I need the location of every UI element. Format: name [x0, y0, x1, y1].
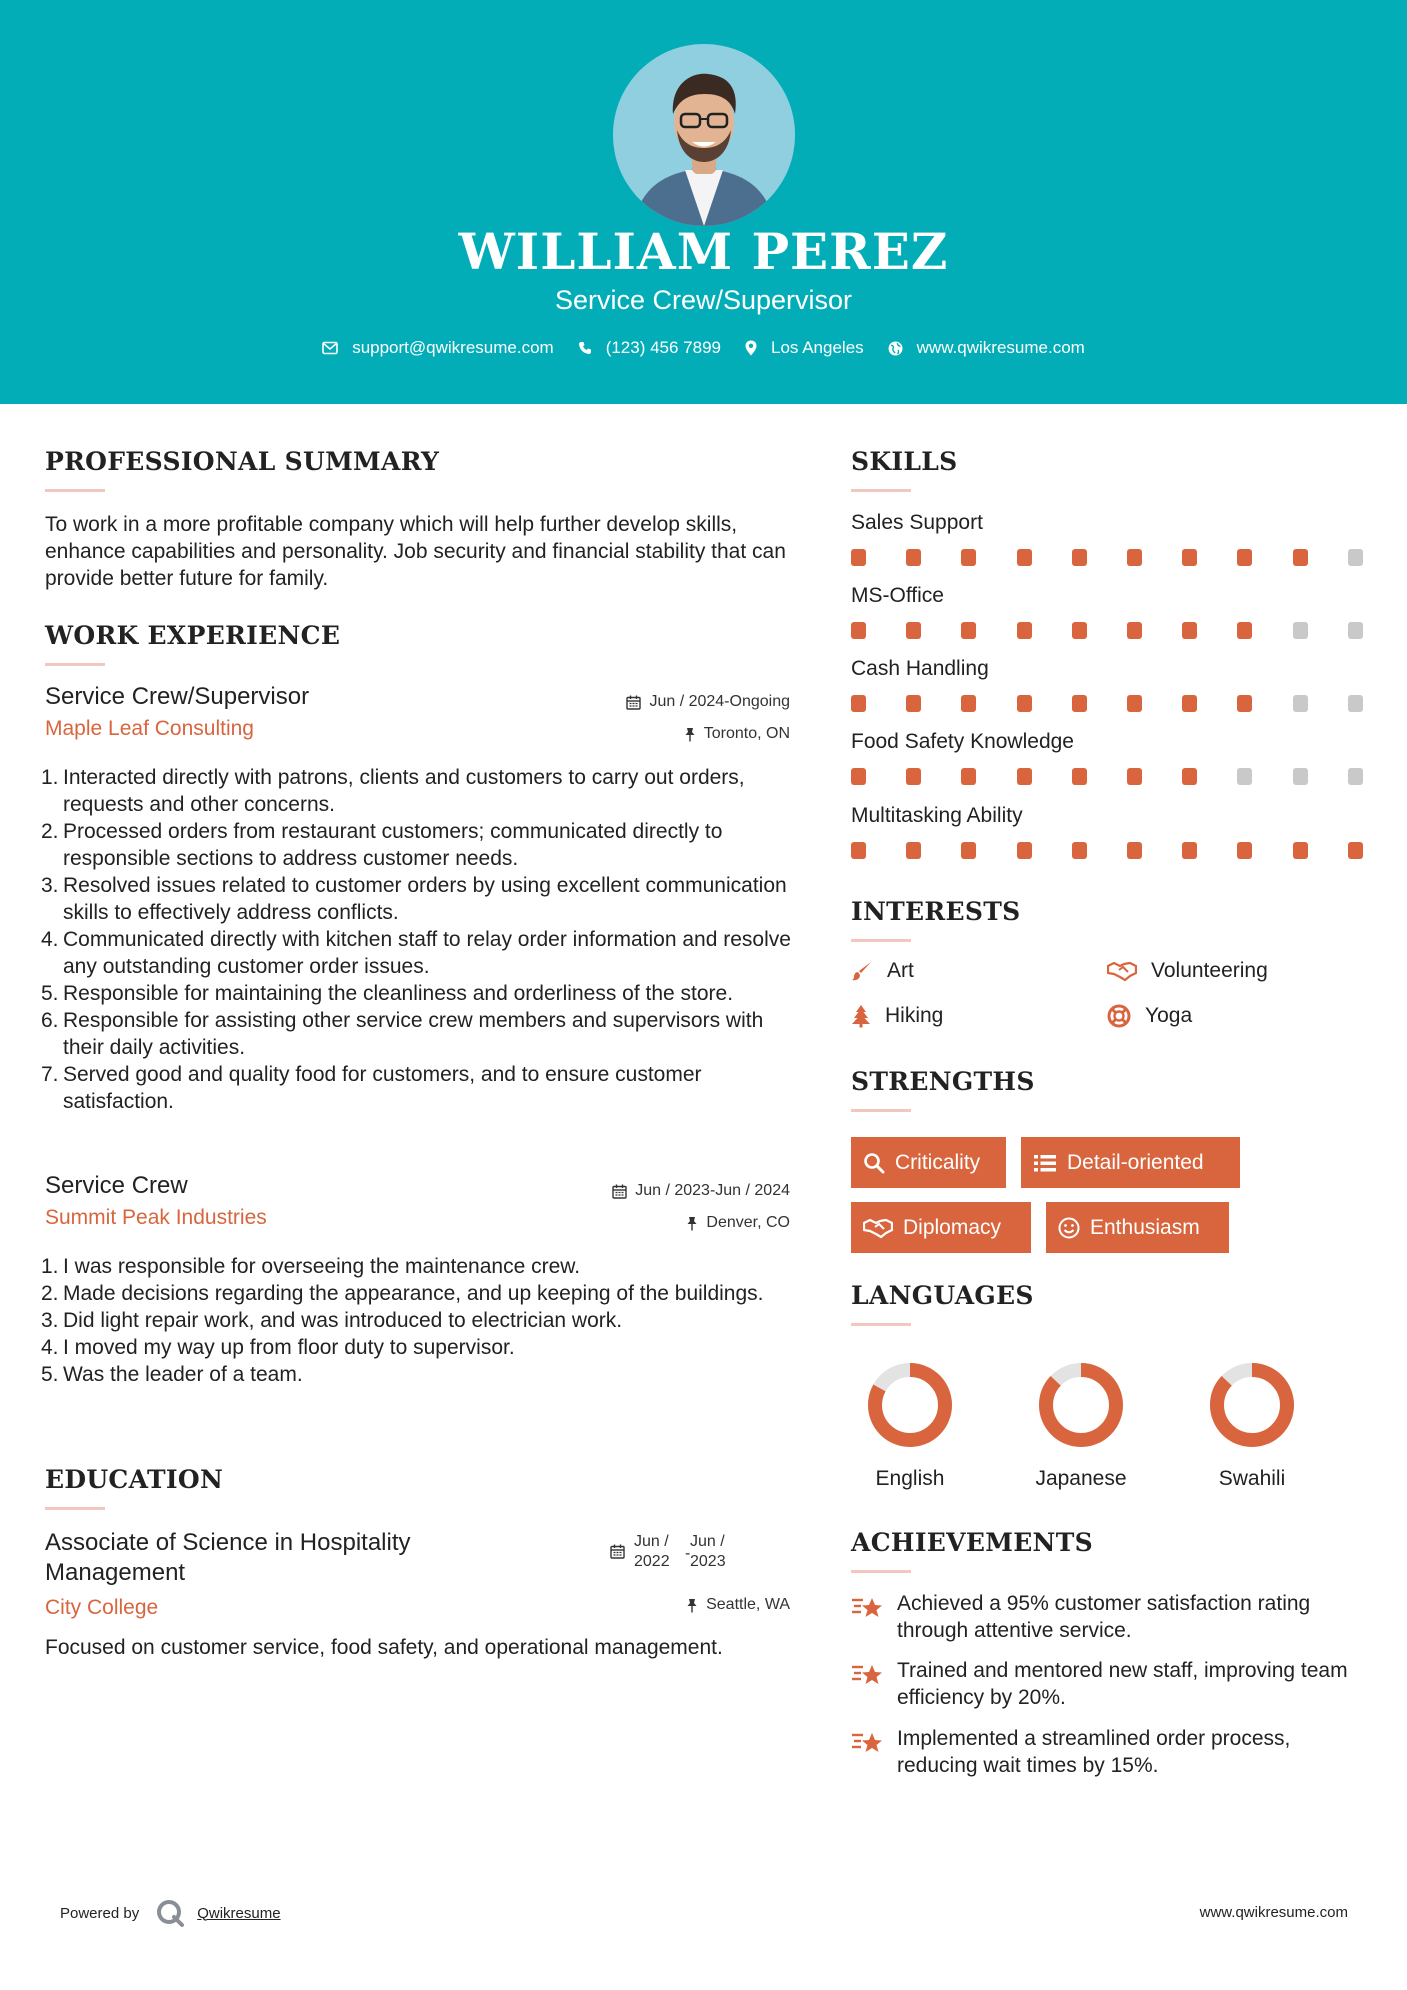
achievement-text: Trained and mentored new staff, improving team efficiency by 20%.	[897, 1659, 1348, 1709]
duty-text: I moved my way up from floor duty to supervisor.	[63, 1336, 515, 1359]
qwikresume-link[interactable]: Qwikresume	[197, 1904, 281, 1922]
start-month: Jun /	[634, 1533, 669, 1550]
skill-dot	[1293, 842, 1308, 859]
skill-dot	[1182, 622, 1197, 639]
contact-location	[745, 338, 864, 358]
pushpin-icon	[686, 1216, 698, 1231]
language-name: Japanese	[1035, 1467, 1127, 1490]
skill-rating	[851, 695, 1366, 715]
skill-dot	[851, 695, 866, 712]
language-proficiency-donut	[1036, 1360, 1126, 1450]
skill-dot	[1017, 695, 1032, 712]
skill-item	[851, 511, 1366, 569]
job-location-text: Denver, CO	[706, 1214, 790, 1231]
strength-chip	[851, 1137, 1006, 1188]
language-proficiency-donut	[865, 1360, 955, 1450]
duty-text: Was the leader of a team.	[63, 1363, 303, 1386]
skills-heading: SKILLS	[851, 447, 958, 476]
achievement-item	[851, 1725, 1371, 1779]
skill-item	[851, 730, 1366, 788]
qwikresume-logo-icon	[155, 1898, 185, 1928]
skill-item	[851, 804, 1366, 862]
list-item: 5. Was the leader of a team.	[41, 1363, 303, 1386]
skill-item	[851, 584, 1366, 642]
calendar-icon	[610, 1544, 625, 1559]
interest-label: Art	[887, 959, 914, 982]
skill-dot	[1293, 768, 1308, 785]
education-end	[690, 1532, 740, 1572]
skill-dot	[1072, 549, 1087, 566]
skill-dot	[961, 622, 976, 639]
shooting-star-icon	[851, 1592, 885, 1622]
strengths-heading-rule	[851, 1109, 911, 1112]
job-company: Summit Peak Industries	[45, 1206, 267, 1229]
website-text: www.qwikresume.com	[916, 338, 1085, 357]
skill-dot	[906, 695, 921, 712]
pushpin-icon	[684, 727, 696, 742]
phone-text: (123) 456 7899	[605, 338, 722, 357]
date-separator: -	[685, 1545, 691, 1562]
job-title: Service Crew/Supervisor	[45, 683, 310, 710]
interest-label: Volunteering	[1151, 959, 1268, 982]
start-year: 2022	[634, 1553, 670, 1570]
profile-photo	[613, 44, 795, 226]
duty-text: Served good and quality food for customers, and to ensure customer satisfaction.	[63, 1063, 702, 1113]
skill-name: MS-Office	[851, 584, 944, 607]
skill-name: Cash Handling	[851, 657, 989, 680]
summary-heading-rule	[45, 489, 105, 492]
skill-dot	[1237, 768, 1252, 785]
skill-name: Multitasking Ability	[851, 804, 1023, 827]
skill-dot	[1348, 768, 1363, 785]
skill-dot	[1127, 768, 1142, 785]
lifering-icon	[1107, 1004, 1131, 1028]
achievements-heading-rule	[851, 1570, 911, 1573]
skill-dot	[1017, 768, 1032, 785]
skill-rating	[851, 549, 1366, 569]
skill-name: Sales Support	[851, 511, 983, 534]
list-item: 7. Served good and quality food for customers, and to ensure customer satisfaction.	[41, 1063, 702, 1113]
duty-text: Resolved issues related to customer orders by using excellent communication skills to effectively address conflicts.	[63, 874, 787, 924]
strength-label: Criticality	[895, 1150, 981, 1174]
list-item: 2. Made decisions regarding the appearance, and up keeping of the buildings.	[41, 1282, 764, 1305]
skill-dot	[1293, 549, 1308, 566]
skill-dot	[1072, 622, 1087, 639]
skill-dot	[1182, 695, 1197, 712]
map-marker-icon	[745, 340, 757, 356]
duty-text: Processed orders from restaurant customers; communicated directly to responsible sections to address customer needs.	[63, 820, 723, 870]
strength-label: Diplomacy	[903, 1215, 1002, 1239]
strength-label: Enthusiasm	[1090, 1215, 1200, 1239]
skill-dot	[906, 549, 921, 566]
skills-heading-rule	[851, 489, 911, 492]
end-year: 2023	[690, 1553, 726, 1570]
education-heading: EDUCATION	[45, 1465, 224, 1494]
job-2-duties	[41, 1253, 795, 1388]
skill-dot	[1237, 695, 1252, 712]
skill-dot	[1072, 768, 1087, 785]
job-dates-text: Jun / 2023-Jun / 2024	[635, 1182, 790, 1199]
skill-dot	[1072, 695, 1087, 712]
list-item: 6. Responsible for assisting other service crew members and supervisors with their daily activities.	[41, 1009, 764, 1059]
job-entry-2	[45, 1172, 790, 1242]
job-location-text: Toronto, ON	[703, 725, 790, 742]
skill-dot	[1293, 622, 1308, 639]
handshake-icon	[863, 1217, 893, 1239]
email-text: support@qwikresume.com	[352, 338, 554, 357]
search-icon	[863, 1152, 885, 1174]
strength-label: Detail-oriented	[1067, 1150, 1204, 1174]
work-heading-rule	[45, 663, 105, 666]
skill-dot	[1072, 842, 1087, 859]
job-dates-text: Jun / 2024-Ongoing	[649, 693, 790, 710]
skill-dot	[1237, 549, 1252, 566]
degree-line-2: Management	[45, 1559, 186, 1586]
duty-text: Communicated directly with kitchen staff to relay order information and resolve any outstanding customer order issues.	[63, 928, 791, 978]
language-proficiency-donut	[1207, 1360, 1297, 1450]
footer-branding	[60, 1898, 281, 1928]
achievements-heading: ACHIEVEMENTS	[851, 1528, 1093, 1557]
list-icon	[1033, 1153, 1057, 1173]
smile-icon	[1058, 1217, 1080, 1239]
list-item: 4. Communicated directly with kitchen staff to relay order information and resolve any outstanding customer order issues.	[41, 928, 791, 978]
shooting-star-icon	[851, 1659, 885, 1689]
achievement-item	[851, 1657, 1371, 1711]
language-name: Swahili	[1218, 1467, 1286, 1490]
list-item: 2. Processed orders from restaurant customers; communicated directly to responsible sections to address customer needs.	[41, 820, 723, 870]
calendar-icon	[612, 1184, 627, 1199]
duty-text: Did light repair work, and was introduced to electrician work.	[63, 1309, 623, 1332]
strengths-heading: STRENGTHS	[851, 1067, 1035, 1096]
skill-dot	[961, 768, 976, 785]
skill-dot	[851, 768, 866, 785]
skill-dot	[1237, 842, 1252, 859]
skill-dot	[906, 768, 921, 785]
achievement-text: Implemented a streamlined order process, reducing wait times by 15%.	[897, 1727, 1291, 1777]
skill-dot	[1127, 622, 1142, 639]
education-start	[634, 1532, 684, 1572]
interest-item	[1107, 959, 1268, 983]
skill-dot	[1348, 622, 1363, 639]
skill-dot	[1348, 842, 1363, 859]
skill-dot	[1182, 842, 1197, 859]
job-1-duties	[41, 764, 795, 1115]
strength-chip	[1021, 1137, 1240, 1188]
job-location	[686, 1214, 790, 1232]
skill-dot	[961, 695, 976, 712]
interest-label: Hiking	[885, 1004, 944, 1027]
contact-website[interactable]	[888, 338, 1085, 358]
skill-item	[851, 657, 1366, 715]
interests-heading: INTERESTS	[851, 897, 1021, 926]
job-company: Maple Leaf Consulting	[45, 717, 254, 740]
achievement-text: Achieved a 95% customer satisfaction rating through attentive service.	[897, 1592, 1311, 1642]
list-item: 1. I was responsible for overseeing the maintenance crew.	[41, 1255, 581, 1278]
skill-dot	[1127, 549, 1142, 566]
strength-chip	[851, 1202, 1031, 1253]
skill-dot	[961, 842, 976, 859]
education-location-text: Seattle, WA	[706, 1596, 790, 1613]
footer-website-link[interactable]: www.qwikresume.com	[1199, 1904, 1348, 1921]
job-entry-1	[45, 683, 790, 753]
candidate-title: Service Crew/Supervisor	[554, 285, 853, 315]
summary-text: To work in a more profitable company which will help further develop skills, enhance capabilities and personality. Job security and financial stability that can provide better future for family.	[45, 513, 786, 590]
shooting-star-icon	[851, 1727, 885, 1757]
tree-icon	[851, 1004, 871, 1028]
list-item: 5. Responsible for maintaining the cleanliness and orderliness of the store.	[41, 982, 734, 1005]
paintbrush-icon	[851, 960, 873, 982]
phone-icon	[578, 341, 592, 355]
language-item	[835, 1360, 985, 1491]
contact-phone[interactable]	[578, 338, 721, 358]
skill-dot	[1127, 842, 1142, 859]
contact-email[interactable]	[322, 338, 554, 358]
skill-dot	[1293, 695, 1308, 712]
job-title: Service Crew	[45, 1172, 188, 1199]
skill-dot	[1348, 549, 1363, 566]
skill-dot	[1182, 768, 1197, 785]
education-location	[686, 1596, 790, 1614]
location-text: Los Angeles	[771, 338, 864, 357]
skill-dot	[851, 622, 866, 639]
calendar-icon	[626, 695, 641, 710]
globe-icon	[888, 341, 903, 356]
list-item: 4. I moved my way up from floor duty to supervisor.	[41, 1336, 515, 1359]
duty-text: Responsible for assisting other service crew members and supervisors with their daily activities.	[63, 1009, 764, 1059]
job-dates	[626, 693, 790, 711]
education-entry	[45, 1528, 790, 1623]
skill-dot	[851, 842, 866, 859]
achievement-item	[851, 1590, 1371, 1644]
language-item	[1177, 1360, 1327, 1491]
languages-heading: LANGUAGES	[851, 1281, 1034, 1310]
skill-dot	[1017, 842, 1032, 859]
interest-item	[851, 1004, 943, 1028]
skill-dot	[1182, 549, 1197, 566]
skill-dot	[906, 842, 921, 859]
work-heading: WORK EXPERIENCE	[45, 621, 341, 650]
pushpin-icon	[686, 1598, 698, 1613]
handshake-icon	[1107, 960, 1137, 982]
duty-text: I was responsible for overseeing the maintenance crew.	[63, 1255, 581, 1278]
interest-label: Yoga	[1145, 1004, 1193, 1027]
duty-text: Responsible for maintaining the cleanliness and orderliness of the store.	[63, 982, 734, 1005]
language-name: English	[875, 1467, 945, 1490]
degree-line-1: Associate of Science in Hospitality	[45, 1529, 411, 1556]
education-description: Focused on customer service, food safety, and operational management.	[45, 1636, 723, 1659]
skill-dot	[961, 549, 976, 566]
skill-dot	[906, 622, 921, 639]
duty-text: Made decisions regarding the appearance, and up keeping of the buildings.	[63, 1282, 764, 1305]
list-item: 3. Did light repair work, and was introduced to electrician work.	[41, 1309, 623, 1332]
header-banner	[0, 0, 1407, 404]
list-item: 3. Resolved issues related to customer orders by using excellent communication skills to effectively address conflicts.	[41, 874, 787, 924]
skill-dot	[1017, 549, 1032, 566]
skill-rating	[851, 768, 1366, 788]
skill-dot	[1237, 622, 1252, 639]
language-item	[1006, 1360, 1156, 1491]
strength-chip	[1046, 1202, 1229, 1253]
duty-text: Interacted directly with patrons, clients and customers to carry out orders, requests and other concerns.	[63, 766, 745, 816]
summary-heading: PROFESSIONAL SUMMARY	[45, 447, 440, 476]
skill-name: Food Safety Knowledge	[851, 730, 1074, 753]
skill-rating	[851, 842, 1366, 862]
skill-dot	[851, 549, 866, 566]
education-heading-rule	[45, 1507, 105, 1510]
skill-dot	[1017, 622, 1032, 639]
interests-heading-rule	[851, 939, 911, 942]
skill-rating	[851, 622, 1366, 642]
envelope-icon	[322, 341, 338, 355]
end-month: Jun /	[690, 1533, 725, 1550]
school-name: City College	[45, 1596, 159, 1619]
job-dates	[612, 1182, 790, 1200]
contact-bar	[0, 338, 1407, 358]
interest-item	[1107, 1004, 1192, 1028]
powered-by-text: Powered by	[60, 1904, 140, 1922]
skill-dot	[1348, 695, 1363, 712]
list-item: 1. Interacted directly with patrons, clients and customers to carry out orders, requests and other concerns.	[41, 766, 745, 816]
job-location	[684, 725, 790, 743]
candidate-name: WILLIAM PEREZ	[458, 222, 949, 281]
interest-item	[851, 959, 914, 983]
languages-heading-rule	[851, 1323, 911, 1326]
skill-dot	[1127, 695, 1142, 712]
